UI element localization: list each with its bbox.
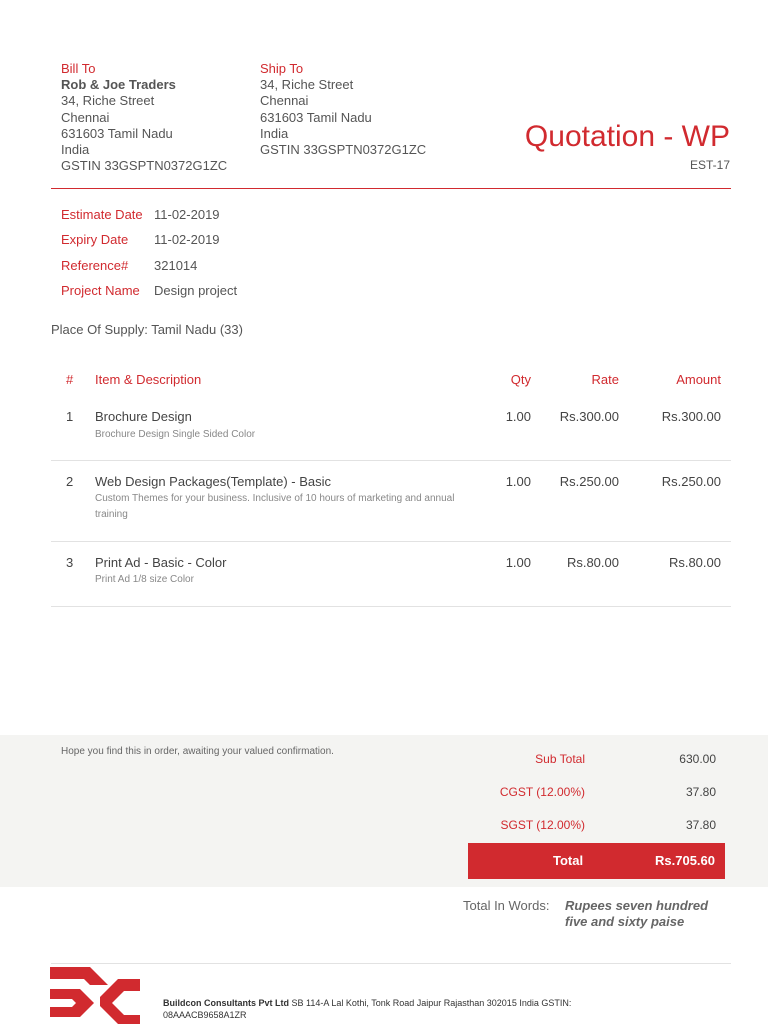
meta-row-reference <box>61 258 237 283</box>
meta-value: Design project <box>154 283 238 299</box>
ship-to-line: Chennai <box>260 93 309 109</box>
subtotal-value: 630.00 <box>679 752 716 766</box>
row-desc: Brochure Design Single Sided Color <box>95 429 256 440</box>
ship-to-line: 631603 Tamil Nadu <box>260 109 372 125</box>
row-amount: Rs.300.00 <box>661 409 721 424</box>
row-qty: 1.00 <box>505 555 531 570</box>
meta-label: Expiry Date <box>61 232 129 248</box>
row-amount: Rs.80.00 <box>668 555 721 570</box>
estimate-meta <box>61 207 237 309</box>
total-value: Rs.705.60 <box>655 853 715 868</box>
ship-to-block <box>260 61 426 158</box>
bill-to-name: Rob & Joe Traders <box>61 77 176 93</box>
document-title: Quotation - WP <box>524 120 730 153</box>
row-divider <box>51 541 731 542</box>
meta-row-estimate-date <box>61 207 237 232</box>
row-item: Brochure Design <box>95 409 192 424</box>
total-box <box>468 843 725 879</box>
bill-to-line: India <box>61 142 90 158</box>
col-header-num: # <box>66 372 74 387</box>
row-divider <box>51 606 731 607</box>
row-rate: Rs.300.00 <box>559 409 619 424</box>
sgst-value: 37.80 <box>685 818 716 832</box>
col-header-qty: Qty <box>510 372 531 387</box>
ship-to-line: 34, Riche Street <box>260 77 354 93</box>
bill-to-block <box>61 61 227 174</box>
bill-to-line: 34, Riche Street <box>61 93 155 109</box>
sgst-label: SGST (12.00%) <box>500 818 585 832</box>
footer-divider <box>51 963 731 964</box>
row-num: 2 <box>66 474 74 489</box>
header-divider <box>51 188 731 189</box>
total-in-words-value: Rupees seven hundred five and sixty paise <box>565 898 709 929</box>
row-item: Web Design Packages(Template) - Basic <box>95 474 332 489</box>
footer-company-info <box>163 997 603 1021</box>
meta-row-expiry-date <box>61 232 237 257</box>
place-of-supply: Place Of Supply: Tamil Nadu (33) <box>51 322 243 337</box>
row-desc: Print Ad 1/8 size Color <box>95 574 194 585</box>
row-divider <box>51 460 731 461</box>
bill-to-line: 631603 Tamil Nadu <box>61 125 173 141</box>
col-header-rate: Rate <box>591 372 619 387</box>
col-header-item: Item & Description <box>95 372 202 387</box>
cgst-value: 37.80 <box>685 785 716 799</box>
meta-row-project-name <box>61 283 237 308</box>
closing-note: Hope you find this in order, awaiting your valued confirmation. <box>61 746 334 757</box>
bill-to-gstin: GSTIN 33GSPTN0372G1ZC <box>61 158 228 174</box>
total-in-words-label: Total In Words: <box>463 898 550 913</box>
meta-label: Reference# <box>61 257 129 273</box>
meta-label: Project Name <box>61 283 140 299</box>
cgst-label: CGST (12.00%) <box>499 785 585 799</box>
footer-company-name: Buildcon Consultants Pvt Ltd <box>163 998 289 1008</box>
ship-to-gstin: GSTIN 33GSPTN0372G1ZC <box>260 142 427 158</box>
footer-address: SB 114-A Lal Kothi, Tonk Road Jaipur Rajasthan 302015 India GSTIN: 08AAACB9658A1ZR <box>163 998 572 1020</box>
meta-value: 321014 <box>154 257 198 273</box>
bill-to-heading: Bill To <box>61 61 96 76</box>
row-amount: Rs.250.00 <box>661 474 721 489</box>
total-label: Total <box>553 853 584 868</box>
col-header-amount: Amount <box>676 372 721 387</box>
row-rate: Rs.250.00 <box>559 474 619 489</box>
row-rate: Rs.80.00 <box>566 555 619 570</box>
ship-to-line: India <box>260 125 289 141</box>
row-num: 3 <box>66 555 74 570</box>
row-qty: 1.00 <box>505 409 531 424</box>
ship-to-heading: Ship To <box>260 61 304 76</box>
row-num: 1 <box>66 409 74 424</box>
document-number: EST-17 <box>689 158 730 172</box>
subtotal-label: Sub Total <box>535 752 585 766</box>
meta-value: 11-02-2019 <box>154 232 220 248</box>
company-logo-icon <box>50 967 140 1024</box>
row-desc: Custom Themes for your business. Inclusive of 10 hours of marketing and annual training <box>95 493 455 520</box>
row-qty: 1.00 <box>505 474 531 489</box>
bill-to-line: Chennai <box>61 109 110 125</box>
row-item: Print Ad - Basic - Color <box>95 555 227 570</box>
meta-label: Estimate Date <box>61 207 143 222</box>
meta-value: 11-02-2019 <box>154 207 220 222</box>
